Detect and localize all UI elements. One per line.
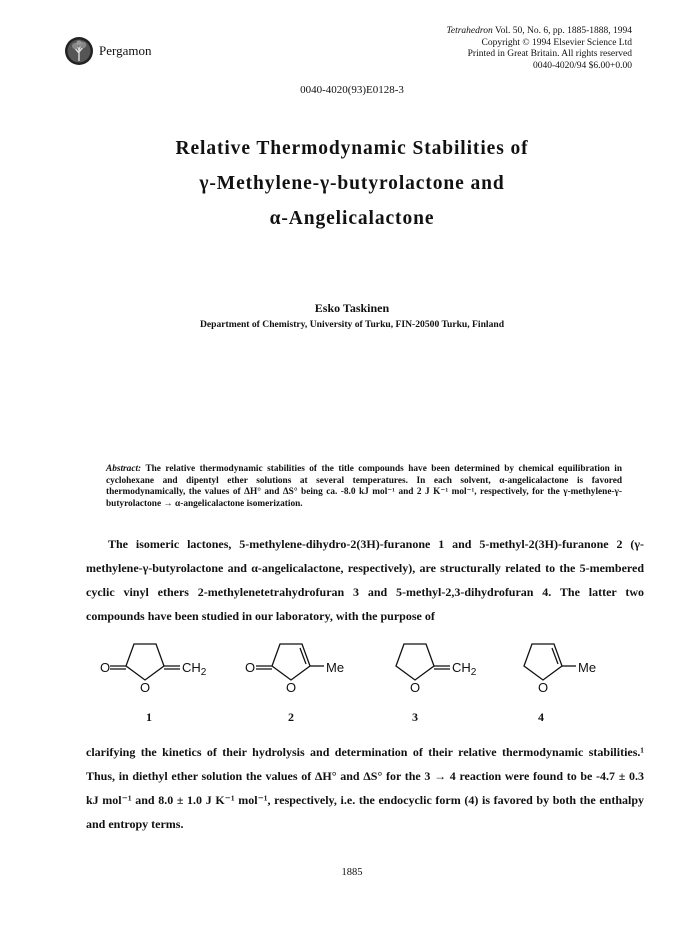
title-line-1: Relative Thermodynamic Stabilities of (175, 138, 529, 159)
structure-4-ring-o: O (538, 680, 549, 695)
structure-2-ring-o: O (286, 680, 297, 695)
structure-2-carbonyl-o: O (245, 660, 256, 675)
paragraph-text: The isomeric lactones, 5-methylene-dihydro-2(3H)-furanone 1 and 5-methyl-2(3H)-furanone 2 (γ-methylene-γ-butyrolactone and α-angelicalactone, respectively), are structurally related to the 5-membered cyclic vinyl ethers 2-methylenetetrahydrofuran 3 and 5-methyl-2,3-dihydrofuran 4. The latter two compounds have been studied in our laboratory, with the purpose of (86, 537, 644, 623)
publisher-name: Pergamon (99, 43, 152, 58)
structure-1 (110, 644, 180, 680)
paragraph-text: clarifying the kinetics of their hydrolysis and determination of their relative thermodynamic stabilities.¹ Thus, in diethyl ether solution the values of ΔH° and ΔS° for the 3 → 4 reaction were found to be -4.7 ± 0.3 kJ mol⁻¹ and 8.0 ± 1.0 J K⁻¹ mol⁻¹, respectively, i.e. the endocyclic form (4) is favored by both the enthalpy and entropy terms. (86, 745, 644, 831)
page-number: 1885 (341, 867, 363, 878)
title-line-3: α-Angelicalactone (269, 208, 435, 229)
article-title (0, 131, 680, 236)
compound-label-3: 3 (412, 710, 418, 724)
structure-3 (396, 644, 450, 680)
title-line-2: γ-Methylene-γ-butyrolactone and (199, 173, 505, 194)
abstract-label: Abstract: (106, 464, 142, 474)
structure-3-ring-o: O (410, 680, 421, 695)
journal-citation (446, 26, 632, 38)
structure-3-ch2: $CH_2$ (452, 660, 477, 678)
copyright-line: Copyright © 1994 Elsevier Science Ltd (481, 37, 632, 48)
body-paragraph-1 (86, 532, 644, 628)
printed-line: Printed in Great Britain. All rights reserved (467, 49, 632, 59)
price-line: 0040-4020/94 $6.00+0.00 (532, 60, 632, 71)
author-affiliation: Department of Chemistry, University of Turku, FIN-20500 Turku, Finland (199, 319, 505, 330)
structure-2 (256, 644, 324, 680)
structure-4-methyl: Me (578, 660, 597, 675)
structure-4 (524, 644, 576, 680)
compound-label-4: 4 (538, 710, 544, 724)
structure-2-methyl: Me (326, 660, 345, 675)
structure-1-ring-o: O (140, 680, 151, 695)
abstract (106, 464, 622, 510)
compound-label-1: 1 (146, 710, 152, 724)
structure-1-ch2: $CH_2$ (182, 660, 207, 678)
compound-labels (86, 710, 646, 730)
compound-label-2: 2 (288, 710, 294, 724)
journal-info (446, 26, 632, 72)
abstract-text: The relative thermodynamic stabilities of the title compounds have been determined by chemical equilibration in cyclohexane and dipentyl ether solutions at several temperatures. In each solvent, α-angelicalactone is favored thermodynamically, the values of ΔH° and ΔS° being ca. -8.0 kJ mol⁻¹ and 2 J K⁻¹ mol⁻¹, respectively, for the γ-methylene-γ-butyrolactone → α-angelicalactone isomerization. (106, 464, 623, 509)
structure-1-carbonyl-o: O (100, 660, 111, 675)
body-paragraph-2 (86, 740, 644, 836)
elsevier-tree-logo-icon (64, 36, 94, 66)
author-name: Esko Taskinen (314, 301, 390, 315)
article-identifier: 0040-4020(93)E0128-3 (300, 84, 404, 96)
journal-name: Tetrahedron (446, 26, 493, 36)
volume-info: Vol. 50, No. 6, pp. 1885-1888, 1994 (494, 26, 632, 36)
